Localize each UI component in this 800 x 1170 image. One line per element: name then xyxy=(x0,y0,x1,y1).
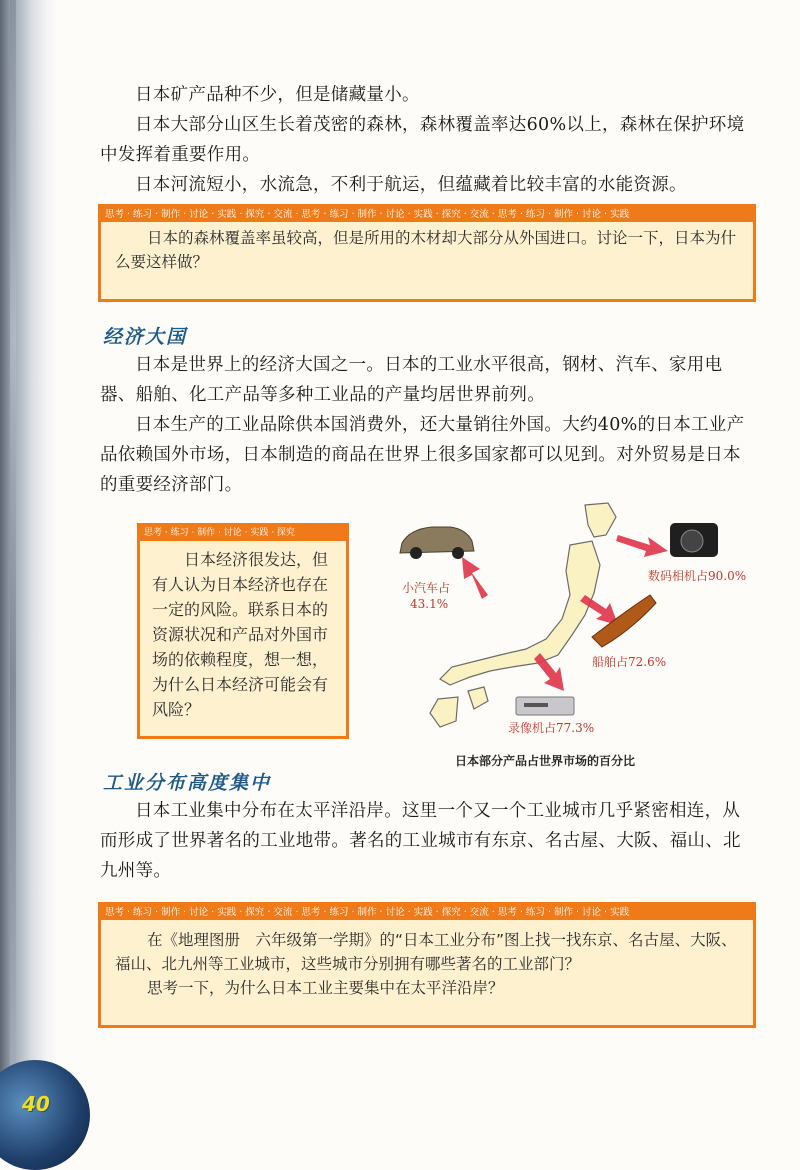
paragraph-rivers: 日本河流短小，水流急，不利于航运，但蕴藏着比较丰富的水能资源。 xyxy=(135,175,687,195)
vcr-share-label: 录像机占77.3% xyxy=(508,721,595,735)
page-number: 40 xyxy=(22,1092,50,1116)
ship-share-label: 船舶占72.6% xyxy=(592,655,667,669)
activity-box-cities xyxy=(98,902,756,1028)
map-caption: 日本部分产品占世界市场的百分比 xyxy=(455,754,636,768)
activity-box-forest xyxy=(98,204,756,302)
camera-share-label: 数码相机占90.0% xyxy=(648,569,747,583)
activity-text-forest: 日本的森林覆盖率虽较高，但是所用的木材却大部分从外国进口。讨论一下，日本为什么要这样做？ xyxy=(115,229,737,271)
paragraph-forest: 日本大部分山区生长着茂密的森林，森林覆盖率达60%以上，森林在保护环境中发挥着重要作用。 xyxy=(100,115,745,165)
camera-image xyxy=(670,523,718,557)
book-spine xyxy=(0,0,58,1132)
japan-map-illustration xyxy=(380,495,780,745)
paragraph-minerals: 日本矿产品种不少，但是储藏量小。 xyxy=(135,85,420,105)
activity-strip: 思考 · 练习 · 制作 · 讨论 · 实践 · 探究 · 交流 · 思考 · 练习 · 制作 · 讨论 · 实践 · 探究 · 交流 · 思考 · 练习 · 制作 · 讨论 · 实践 xyxy=(101,905,753,920)
car-share-label: 小汽车占 xyxy=(402,581,451,595)
activity-text-risk: 日本经济很发达，但有人认为日本经济也存在一定的风险。联系日本的资源状况和产品对外国市场的依赖程度，想一想，为什么日本经济可能会有风险？ xyxy=(152,550,329,719)
paragraph-export: 日本生产的工业品除供本国消费外，还大量销往外国。大约40%的日本工业产品依赖国外市场，日本制造的商品在世界上很多国家都可以见到。对外贸易是日本的重要经济部门。 xyxy=(100,415,745,495)
japan-export-map xyxy=(380,495,780,745)
activity-text-cities-line2: 思考一下，为什么日本工业主要集中在太平洋沿岸？ xyxy=(147,979,504,997)
activity-strip-short: 思考 · 练习 · 制作 · 讨论 · 实践 · 探究 xyxy=(140,526,346,541)
activity-box-economy-risk xyxy=(137,523,349,739)
section-heading-economy: 经济大国 xyxy=(103,326,188,348)
car-share-value: 43.1% xyxy=(410,597,449,611)
vcr-image xyxy=(516,697,574,715)
activity-text-cities xyxy=(101,920,753,1008)
section-heading-industry: 工业分布高度集中 xyxy=(103,772,272,794)
car-image xyxy=(400,527,474,559)
ship-image xyxy=(592,595,656,647)
activity-text-cities-line1: 在《地理图册 六年级第一学期》的“日本工业分布”图上找一找东京、名古屋、大阪、福山、北九州等工业城市，这些城市分别拥有哪些著名的工业部门？ xyxy=(115,931,737,973)
paragraph-economy: 日本是世界上的经济大国之一。日本的工业水平很高，钢材、汽车、家用电器、船舶、化工产品等多种工业品的产量均居世界前列。 xyxy=(100,355,723,405)
arrow-to-camera xyxy=(616,535,668,557)
paragraph-industry: 日本工业集中分布在太平洋沿岸。这里一个又一个工业城市几乎紧密相连，从而形成了世界著名的工业地带。著名的工业城市有东京、名古屋、大阪、福山、北九州等。 xyxy=(100,801,741,881)
arrow-to-car xyxy=(462,557,488,599)
activity-strip: 思考 · 练习 · 制作 · 讨论 · 实践 · 探究 · 交流 · 思考 · 练习 · 制作 · 讨论 · 实践 · 探究 · 交流 · 思考 · 练习 · 制作 · 讨论 · 实践 xyxy=(101,207,753,222)
